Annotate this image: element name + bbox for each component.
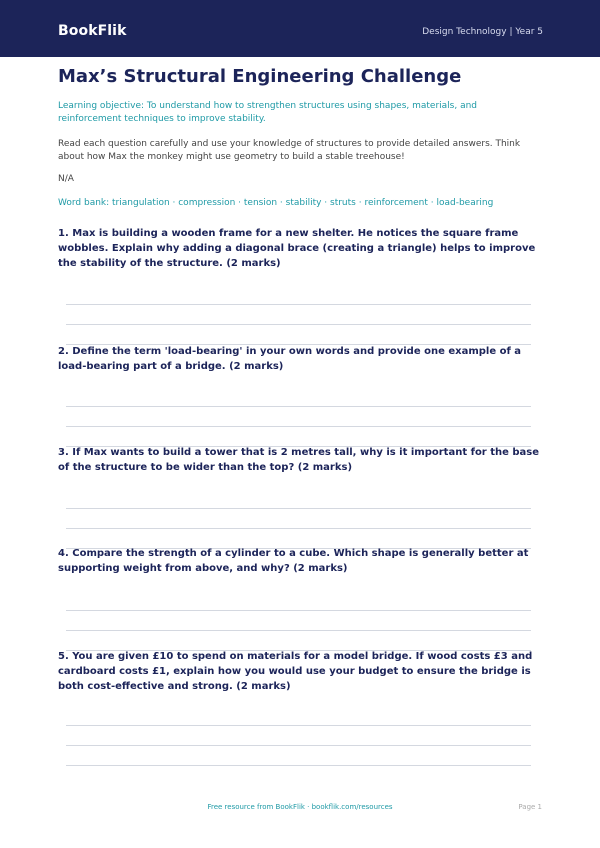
brand-logo[interactable]: BookFlik — [58, 23, 127, 39]
answer-line[interactable] — [66, 426, 531, 427]
answer-line[interactable] — [66, 406, 531, 407]
answer-line[interactable] — [66, 745, 531, 746]
answer-line[interactable] — [66, 528, 531, 529]
question-2: 2. Define the term 'load-bearing' in your own words and provide one example of a load-bearing part of a bridge. (2 marks) — [58, 346, 522, 372]
answer-line[interactable] — [66, 324, 531, 325]
question-5: 5. You are given £10 to spend on materials for a model bridge. If wood costs £3 and cardboard costs £1, explain how you would use your budget to ensure the bridge is both cost-effective and strong. (2 marks) — [58, 651, 533, 692]
answer-line[interactable] — [66, 765, 531, 766]
answer-line[interactable] — [66, 630, 531, 631]
answer-line[interactable] — [66, 725, 531, 726]
na-text: N/A — [58, 174, 74, 184]
footer-text: Free resource from BookFlik · bookflik.com/resources — [207, 803, 393, 811]
question-3: 3. If Max wants to build a tower that is 2 metres tall, why is it important for the base of the structure to be wider than the top? (2 marks) — [58, 447, 540, 473]
subject-label: Design Technology | Year 5 — [422, 27, 543, 37]
page-number: Page 1 — [518, 803, 542, 811]
instructions: Read each question carefully and use your knowledge of structures to provide detailed answers. Think about how Max the monkey might use geometry to build a stable treehouse! — [58, 139, 521, 162]
header-bar — [0, 0, 600, 57]
answer-line[interactable] — [66, 610, 531, 611]
question-4: 4. Compare the strength of a cylinder to a cube. Which shape is generally better at supporting weight from above, and why? (2 marks) — [58, 548, 529, 574]
page-title: Max’s Structural Engineering Challenge — [58, 66, 462, 87]
word-bank: Word bank: triangulation · compression · tension · stability · struts · reinforcement · load-bearing — [58, 198, 494, 208]
learning-objective: Learning objective: To understand how to strengthen structures using shapes, materials, and reinforcement techniques to improve stability. — [58, 101, 478, 124]
answer-line[interactable] — [66, 508, 531, 509]
answer-line[interactable] — [66, 304, 531, 305]
question-1: 1. Max is building a wooden frame for a new shelter. He notices the square frame wobbles. Explain why adding a diagonal brace (creating a triangle) helps to improve the stability of the structure. (2 marks) — [58, 228, 536, 269]
